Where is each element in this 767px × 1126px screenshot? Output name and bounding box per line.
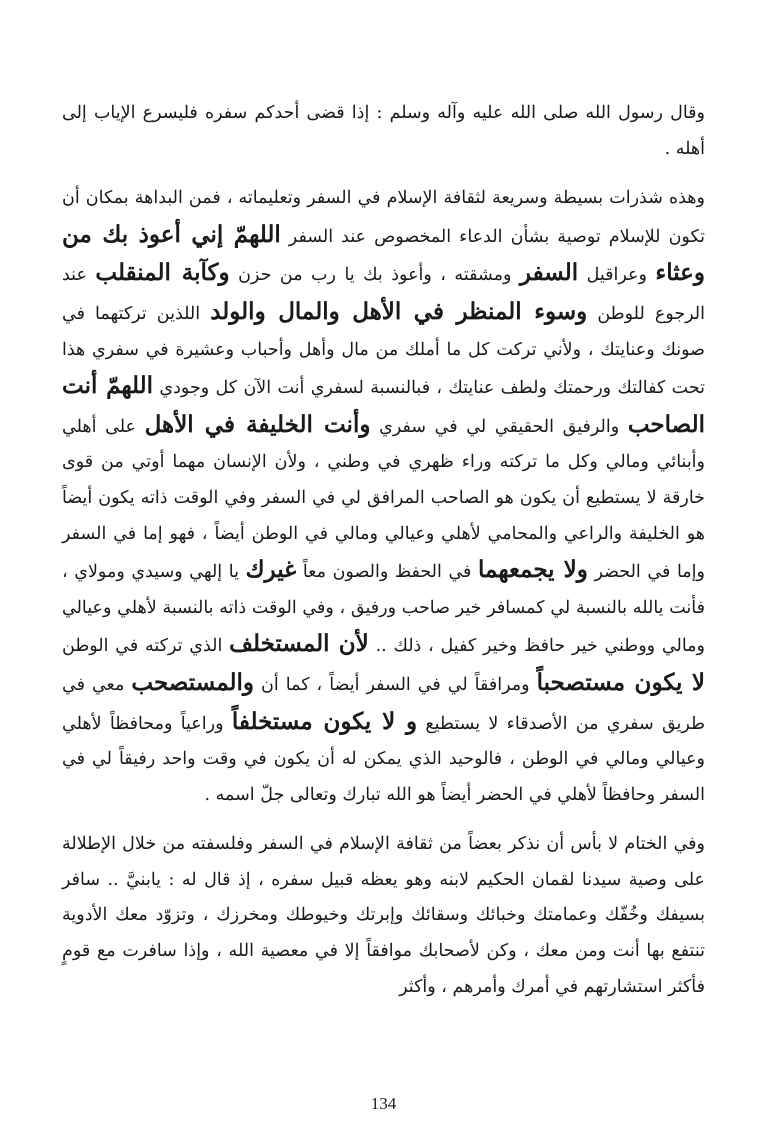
emphasized-phrase: وسوء المنظر في الأهل والمال والولد <box>210 297 588 325</box>
body-text: في الحفظ والصون معاً <box>296 562 479 583</box>
body-text: يا إلهي وسيدي ومولاي ، فأنت يالله بالنسبة لي كمسافر خير صاحب ورفيق ، وفي الوقت ذاته بالنسبة لأهلي وعيالي ومالي ووطني خير حافظ وخير كفيل ، ذلك .. <box>62 562 705 657</box>
emphasized-phrase: ولا يجمعهما <box>478 556 588 584</box>
emphasized-phrase: غيرك <box>245 556 297 584</box>
paragraph-travel-supplication <box>62 181 705 813</box>
emphasized-phrase: اللهمّ إني أعوذ بك من وعثاء <box>62 220 705 287</box>
body-text: ومشقته ، وأعوذ بك يا رب من حزن <box>229 265 520 286</box>
body-text: عند الرجوع للوطن <box>62 265 705 324</box>
body-text: وراعياً ومحافظاً لأهلي وعيالي ومالي في الوطن ، فالوحيد الذي يمكن له أن يكون في وقت واحد رفيقاً لي في السفر وحافظاً لأهلي في الحضر أيضاً هو الله تبارك وتعالى جلّ اسمه . <box>62 713 705 805</box>
body-text: ومرافقاً لي في السفر أيضاً ، كما أن <box>254 674 537 695</box>
body-text: اللذين تركتهما في صونك وعنايتك ، ولأني تركت كل ما أملك من مال وأهل وأحباب وعشيرة في سفري هذا تحت كفالتك ورحمتك ولطف عنايتك ، فبالنسبة لسفري أنت الآن كل وجودي <box>62 303 705 399</box>
body-text: الذي تركته في الوطن <box>62 636 230 657</box>
paragraph-hadith <box>62 96 705 167</box>
emphasized-phrase: والمستصحب <box>131 668 255 696</box>
body-text: على أهلي وأبنائي ومالي وكل ما تركته وراء ظهري في وطني ، ولأن الإنسان مهما أوتي من قوى خارقة لا يستطيع أن يكون هو الصاحب المرافق لي في السفر وفي الوقت ذاته يكون أيضاً هو الخليفة والراعي والمحامي لأهلي وعيالي ومالي في الوطن أيضاً ، فهو إما في السفر وإما في الحضر <box>62 416 705 583</box>
body-text: وقال رسول الله صلى الله عليه وآله وسلم : إذا قضى أحدكم سفره فليسرع الإياب إلى أهله . <box>62 103 705 159</box>
body-text: والرفيق الحقيقي لي في سفري <box>370 416 628 437</box>
emphasized-phrase: اللهمّ أنت الصاحب <box>62 372 705 438</box>
emphasized-phrase: لا يكون مستصحباً <box>536 668 705 696</box>
page-number: 134 <box>370 1094 397 1113</box>
paragraph-luqman-advice <box>62 827 705 1005</box>
body-text: معي في طريق سفري من الأصدقاء لا يستطيع <box>62 674 705 734</box>
body-text: وهذه شذرات بسيطة وسريعة لثقافة الإسلام في السفر وتعليماته ، فمن البداهة بمكان أن تكون للإسلام توصية بشأن الدعاء المخصوص عند السفر <box>62 188 705 247</box>
body-text: وعراقيل <box>578 265 656 286</box>
emphasized-phrase: وكآبة المنقلب <box>95 259 230 287</box>
emphasized-phrase: لأن المستخلف <box>229 630 369 658</box>
body-text: وفي الختام لا بأس أن نذكر بعضاً من ثقافة الإسلام في السفر وفلسفته من خلال الإطلالة على وصية سيدنا لقمان الحكيم لابنه وهو يعظه قبيل سفره ، إذ قال له : يابنيَّ .. سافر بسيفك وخُفّك وعمامتك وخبائك وسقائك وإبرتك وخيوطك ومخرزك ، وتزوّد معك الأدوية تنتفع بها أنت ومن معك ، وكن لأصحابك موافقاً إلا في معصية الله ، وإذا سافرت مع قومٍ فأكثر استشارتهم في أمرك وأمرهم ، وأكثر <box>62 834 705 997</box>
emphasized-phrase: السفر <box>519 259 579 287</box>
emphasized-phrase: وأنت الخليفة في الأهل <box>144 410 371 438</box>
emphasized-phrase: و لا يكون مستخلفاً <box>231 707 418 735</box>
